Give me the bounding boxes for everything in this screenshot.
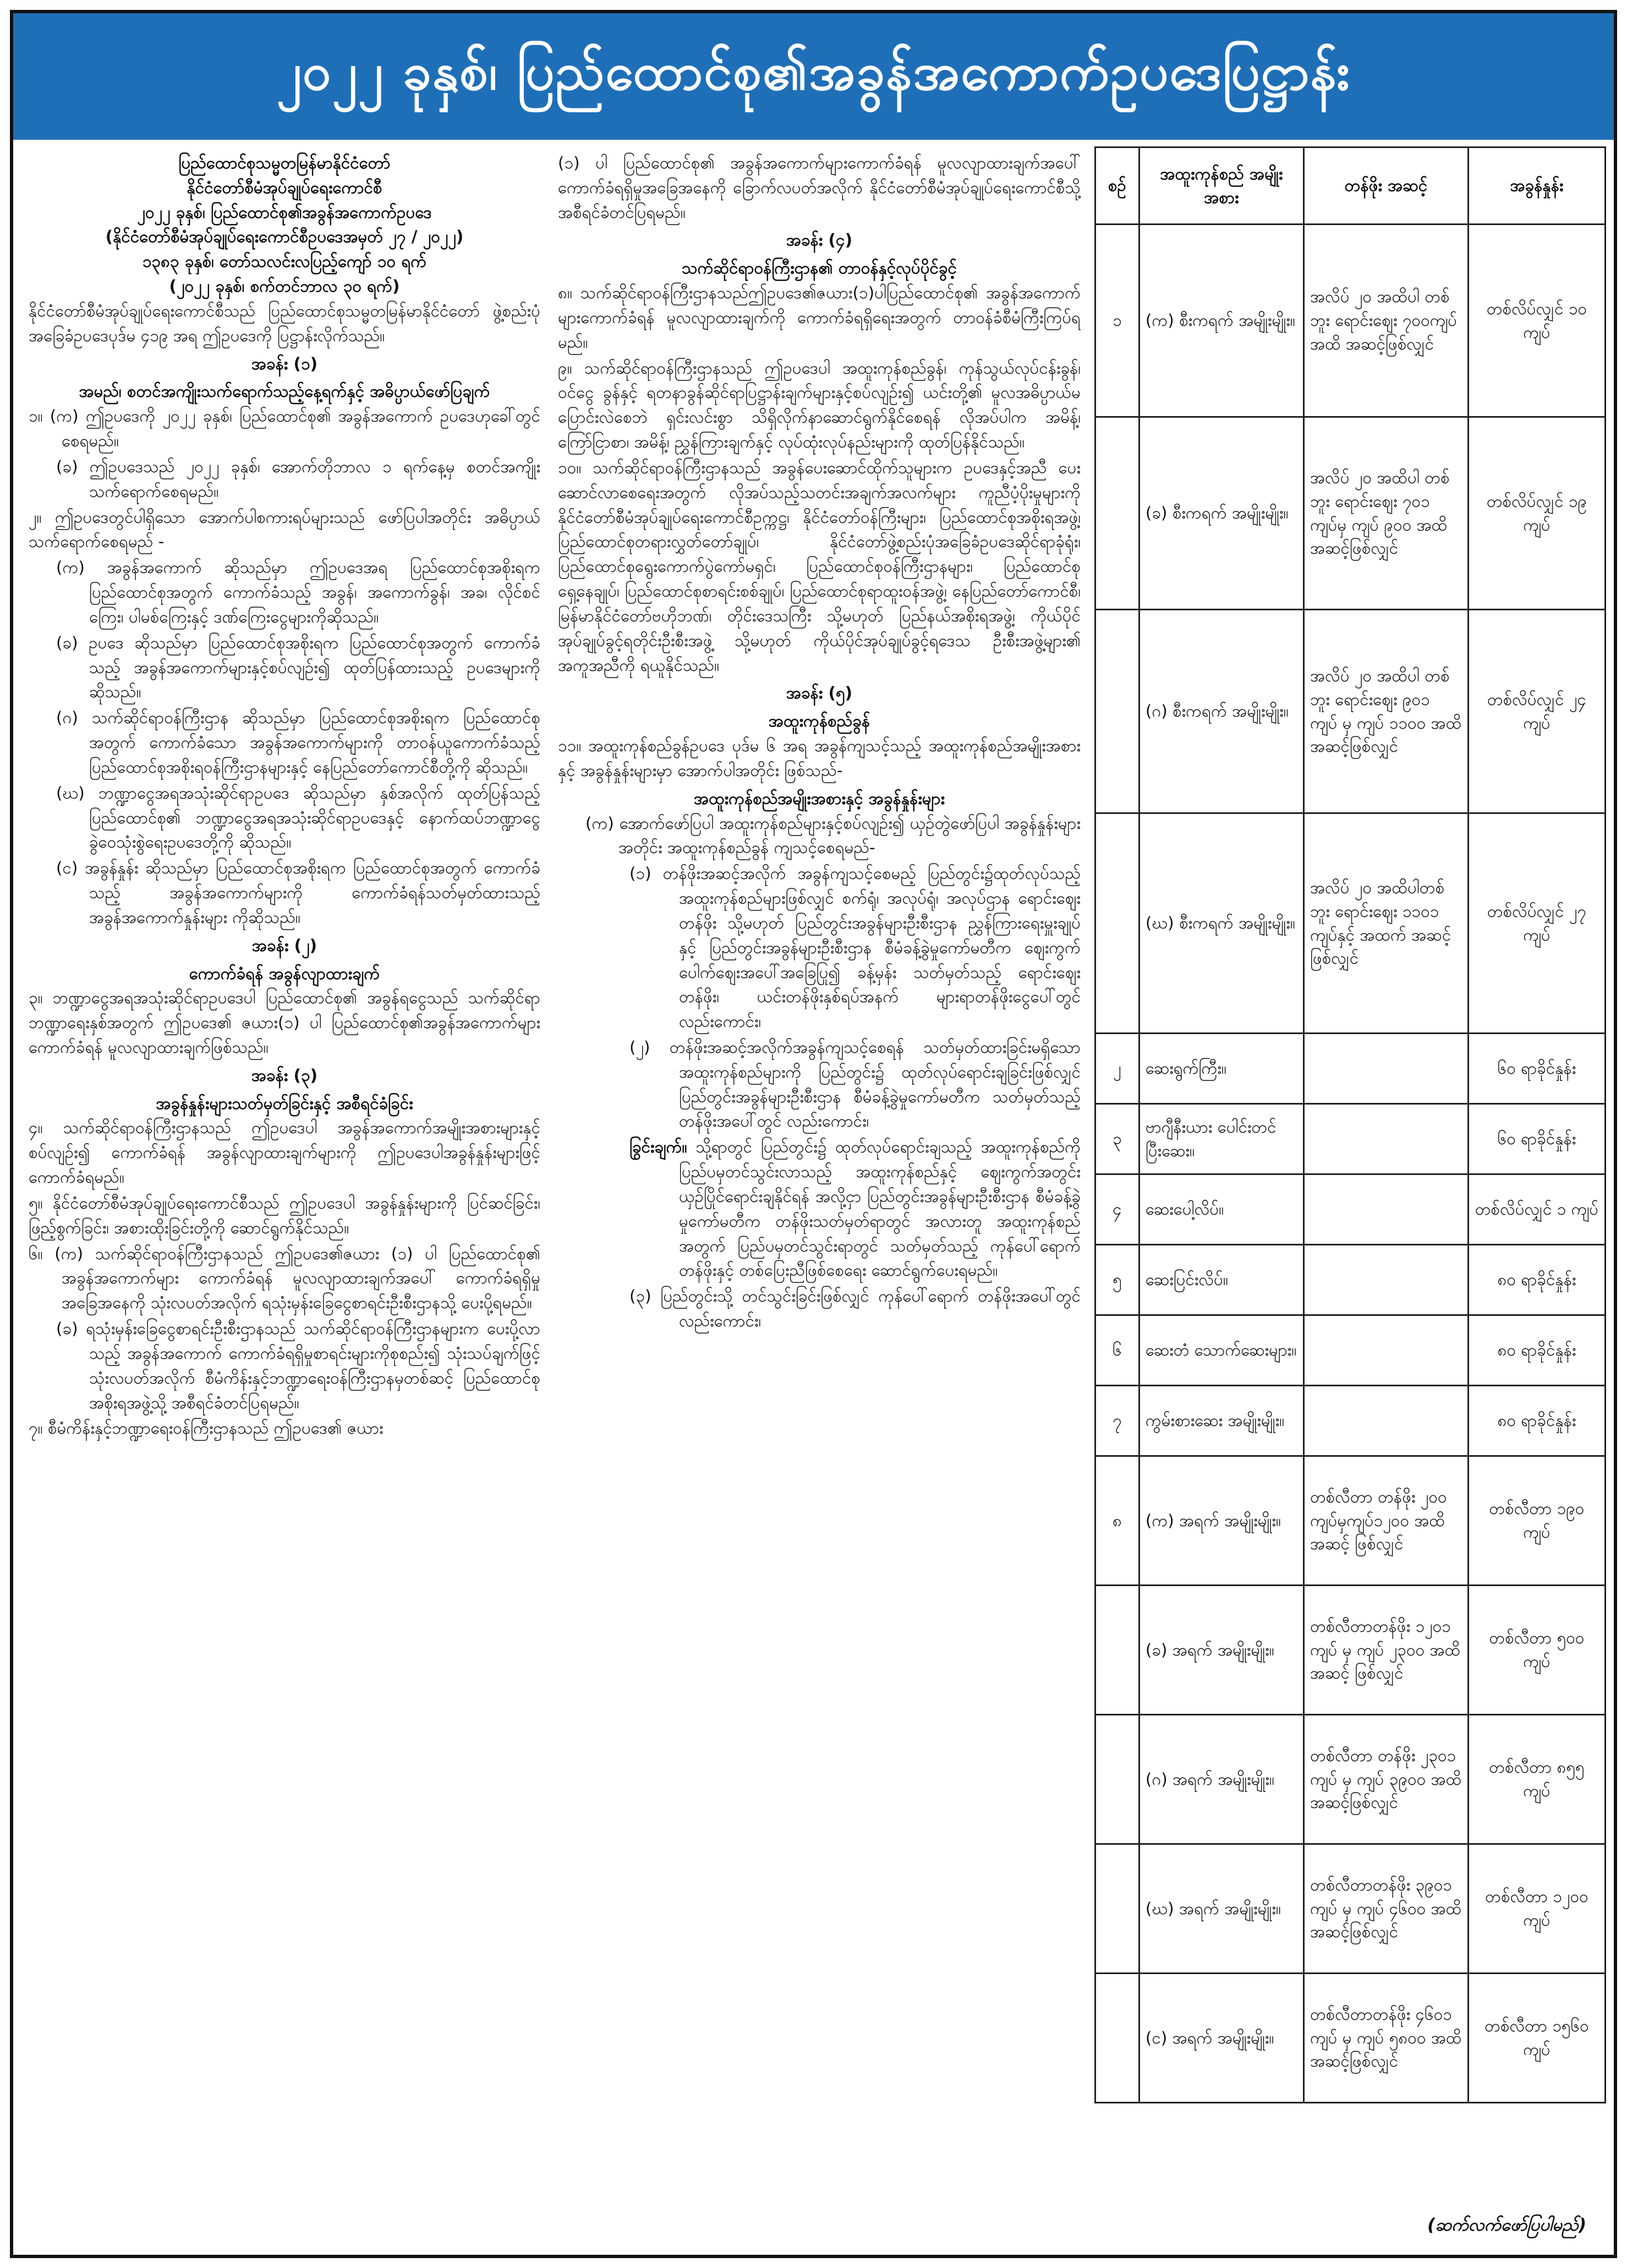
cell-rate: ၈၀ ရာခိုင်နှုန်း (1468, 1245, 1605, 1315)
cell-type: (ဂ) စီးကရက် အမျိုးမျိုး။ (1139, 610, 1303, 813)
law-header-line: (၂၀၂၂ ခုနှစ်၊ စက်တင်ဘာလ ၃၀ ရက်) (169, 277, 400, 296)
cell-rate: ၈၀ ရာခိုင်နှုန်း (1468, 1315, 1605, 1386)
newspaper-page (10, 10, 1617, 2258)
definition: (င) အခွန်နှုန်း ဆိုသည်မှာ ပြည်ထောင်စုအစိုးရက ပြည်ထောင်စုအတွက် ကောက်ခံသည့် အခွန်အကောက်များကို ကောက်ခံရန်သတ်မှတ်ထားသည့်အခွန်အကောက်နှုန်းများ ကိုဆိုသည်။ (56, 859, 540, 927)
cell-no (1095, 1715, 1140, 1844)
table-row (1095, 1844, 1606, 1974)
cell-rate: တစ်လီတာ ၈၅၅ ကျပ် (1468, 1715, 1605, 1844)
cell-no: ၃ (1095, 1104, 1140, 1174)
paragraph: ၉။ သက်ဆိုင်ရာဝန်ကြီးဌာနသည် ဤဥပဒေပါ အထူးကုန်စည်ခွန်၊ ကုန်သွယ်လုပ်ငန်းခွန်၊ ဝင်ငွေ ခွန်နှင့် ရတနာခွန်ဆိုင်ရာပြဋ္ဌာန်းချက်များနှင့်စပ်လျဉ်း၍ ယင်းတို့၏ မူလအဓိပ္ပာယ်မပြောင်းလဲစေဘဲ ရှင်းလင်းစွာ သိရှိလိုက်နာဆောင်ရွက်နိုင်စေရန် လိုအပ်ပါက အမိန့်၊ ကြော်ငြာစာ၊ အမိန့်၊ ညွှန်ကြားချက်နှင့် လုပ်ထုံးလုပ်နည်းများကို ထုတ်ပြန်နိုင်သည်။ (558, 358, 1081, 452)
cell-type: (ဂ) အရက် အမျိုးမျိုး။ (1139, 1715, 1303, 1844)
intro-paragraph: နိုင်ငံတော်စီမံအုပ်ချုပ်ရေးကောင်စီသည် ပြည်ထောင်စုသမ္မတမြန်မာနိုင်ငံတော် ဖွဲ့စည်းပုံအခြေခံဥပဒေပုဒ်မ ၄၁၉ အရ ဤဥပဒေကို ပြဋ္ဌာန်းလိုက်သည်။ (29, 301, 540, 345)
cell-rate: တစ်လီတာ ၅၀၀ ကျပ် (1468, 1586, 1605, 1715)
cell-value: တစ်လီတာတန်ဖိုး ၃၉၀၁ ကျပ် မှ ကျပ် ၄၆၀၀ အထိ အဆင့်ဖြစ်လျှင် (1303, 1844, 1468, 1974)
table-row (1095, 1586, 1606, 1715)
cell-value: အလိပ် ၂၀ အထိပါ တစ်ဘူး ရောင်းဈေး ၇၀၁ ကျပ်မှ ကျပ် ၉၀၀ အထိ အဆင့်ဖြစ်လျှင် (1303, 417, 1468, 610)
table-row (1095, 1174, 1606, 1245)
paragraph: ၄။ သက်ဆိုင်ရာဝန်ကြီးဌာနသည် ဤဥပဒေပါ အခွန်အကောက်အမျိုးအစားများနှင့်စပ်လျဉ်း၍ ကောက်ခံရန် အခွန်လျာထားချက်များကို ဤဥပဒေပါအခွန်နှုန်းများဖြင့် ကောက်ခံရမည်။ (29, 1118, 540, 1187)
cell-type: (ခ) စီးကရက် အမျိုးမျိုး။ (1139, 417, 1303, 610)
chapter-title: အခန်း (၅) (786, 684, 853, 703)
law-header-line: ပြည်ထောင်စုသမ္မတမြန်မာနိုင်ငံတော် (178, 154, 391, 172)
cell-rate: တစ်လိပ်လျှင် ၂၇ ကျပ် (1468, 813, 1605, 1034)
cell-type: (င) အရက် အမျိုးမျိုး။ (1139, 1974, 1303, 2103)
cell-type: ဆေးပြင်းလိပ်။ (1139, 1245, 1303, 1315)
cell-rate: တစ်လိပ်လျှင် ၁ ကျပ် (1468, 1174, 1605, 1245)
paragraph: (ခ) ဤဥပဒေသည် ၂၀၂၂ ခုနှစ်၊ အောက်တိုဘာလ ၁ ရက်နေ့မှ စတင်အကျိုးသက်ရောက်စေရမည်။ (56, 457, 540, 501)
cell-type: (ခ) အရက် အမျိုးမျိုး။ (1139, 1586, 1303, 1715)
table-row (1095, 1315, 1606, 1386)
cell-rate: တစ်လိပ်လျှင် ၂၄ ကျပ် (1468, 610, 1605, 813)
cell-value: အလိပ် ၂၀ အထိပါ တစ်ဘူး ရောင်းဈေး ၇၀၀ကျပ် အထိ အဆင့်ဖြစ်လျှင် (1303, 225, 1468, 417)
paragraph: ၂။ ဤဥပဒေတွင်ပါရှိသော အောက်ပါစကားရပ်များသည် ဖော်ပြပါအတိုင်း အဓိပ္ပာယ် သက်ရောက်စေရမည် - (29, 507, 540, 551)
cell-value: တစ်လီတာတန်ဖိုး ၁၂၀၁ ကျပ် မှ ကျပ် ၂၃၀၀ အထိ အဆင့် ဖြစ်လျှင် (1303, 1586, 1468, 1715)
paragraph: (၂) တန်ဖိုးအဆင့်အလိုက်အခွန်ကျသင့်စေရန် သတ်မှတ်ထားခြင်းမရှိသော အထူးကုန်စည်များကို ပြည်တွင်း၌ ထုတ်လုပ်ရောင်းချခြင်းဖြစ်လျှင် ပြည်တွင်းအခွန်များဦးစီးဌာန စီမံခန့်ခွဲမှုကော်မတီက သတ်မှတ်သည့် တန်ဖိုးအပေါ်တွင် လည်းကောင်း၊ (629, 1037, 1081, 1131)
cell-type: ဆေးပေါ့လိပ်။ (1139, 1174, 1303, 1245)
paragraph: ၃။ ဘဏ္ဍာငွေအရအသုံးဆိုင်ရာဥပဒေပါ ပြည်ထောင်စု၏ အခွန်ရငွေသည် သက်ဆိုင်ရာ ဘဏ္ဍာရေးနှစ်အတွက် ဤဥပဒေ၏ ဇယား(၁) ပါ ပြည်ထောင်စု၏အခွန်အကောက်များ ကောက်ခံရန် မူလလျာထားချက်ဖြစ်သည်။ (29, 988, 540, 1057)
exception-paragraph (558, 1135, 1081, 1283)
chapter-subtitle: အခွန်နှုန်းများသတ်မှတ်ခြင်းနှင့် အစီရင်ခံခြင်း (156, 1094, 413, 1113)
paragraph: (၃) ပြည်တွင်းသို့ တင်သွင်းခြင်းဖြစ်လျှင် ကုန်ပေါ်ရောက် တန်ဖိုးအပေါ်တွင် လည်းကောင်း၊ (629, 1287, 1081, 1331)
cell-rate: ၈၀ ရာခိုင်နှုန်း (1468, 1386, 1605, 1456)
chapter-title: အခန်း (၁) (251, 354, 318, 373)
law-header-line: ၁၃၈၃ ခုနှစ်၊ တော်သလင်းလပြည့်ကျော် ၁၀ ရက် (142, 252, 427, 271)
section-heading: အထူးကုန်စည်အမျိုးအစားနှင့် အခွန်နှုန်းများ (694, 789, 945, 808)
tax-rate-table-wrapper (1094, 146, 1606, 2103)
cell-value (1303, 1315, 1468, 1386)
cell-value: တစ်လီတာ တန်ဖိုး ၂၃၀၁ ကျပ် မှ ကျပ် ၃၉၀၀ အထိ အဆင့်ဖြစ်လျှင် (1303, 1715, 1468, 1844)
paragraph: ၈။ သက်ဆိုင်ရာဝန်ကြီးဌာနသည်ဤဥပဒေ၏ဇယား(၁)ပါပြည်ထောင်စု၏ အခွန်အကောက်များကောက်ခံရန် မူလလျာထားချက်ကို ကောက်ခံရရှိရေးအတွက် တာဝန်ခံစီမံကြီးကြပ်ရမည်။ (558, 283, 1081, 352)
cell-rate: တစ်လိပ်လျှင် ၁၉ ကျပ် (1468, 417, 1605, 610)
title-banner (13, 13, 1614, 140)
cell-rate: တစ်လီတာ ၁၅၆၀ ကျပ် (1468, 1974, 1605, 2103)
cell-value: အလိပ် ၂၀ အထိပါ တစ်ဘူး ရောင်းဈေး ၉၀၁ ကျပ် မှ ကျပ် ၁၁၀၀ အထိ အဆင့်ဖြစ်လျှင် (1303, 610, 1468, 813)
table-row (1095, 1974, 1606, 2103)
cell-value (1303, 1245, 1468, 1315)
chapter-subtitle: အထူးကုန်စည်ခွန် (768, 712, 870, 731)
paragraph: ၁။ (က) ဤဥပဒေကို ၂၀၂၂ ခုနှစ်၊ ပြည်ထောင်စု၏ အခွန်အကောက် ဥပဒေဟုခေါ်တွင်စေရမည်။ (29, 407, 540, 451)
definition: (က) အခွန်အကောက် ဆိုသည်မှာ ဤဥပဒေအရ ပြည်ထောင်စုအစိုးရက ပြည်ထောင်စုအတွက် ကောက်ခံသည့် အခွန်၊ အကောက်ခွန်၊ အခ၊ လိုင်စင်ကြေး၊ ပါမစ်ကြေးနှင့် ဒဏ်ကြေးငွေများကိုဆိုသည်။ (56, 558, 540, 626)
cell-no (1095, 610, 1140, 813)
definition: (ဂ) သက်ဆိုင်ရာဝန်ကြီးဌာန ဆိုသည်မှာ ပြည်ထောင်စုအစိုးရက ပြည်ထောင်စုအတွက် ကောက်ခံသော အခွန်အကောက်များကို တာဝန်ယူကောက်ခံသည့်ပြည်ထောင်စုအစိုးရဝန်ကြီးဌာနများနှင့် နေပြည်တော်ကောင်စီတို့ကို ဆိုသည်။ (56, 708, 540, 777)
law-header-line: နိုင်ငံတော်စီမံအုပ်ချုပ်ရေးကောင်စီ (187, 178, 382, 197)
chapter-subtitle: ကောက်ခံရန် အခွန်လျာထားချက် (189, 964, 380, 983)
chapter-title: အခန်း (၂) (251, 936, 317, 955)
law-header-line: ၂၀၂၂ ခုနှစ်၊ ပြည်ထောင်စု၏အခွန်အကောက်ဥပဒေ (137, 203, 432, 222)
cell-no: ၄ (1095, 1174, 1140, 1245)
cell-no: ၇ (1095, 1386, 1140, 1456)
paragraph: ၁၁။ အထူးကုန်စည်ခွန်ဥပဒေ ပုဒ်မ ၆ အရ အခွန်ကျသင့်သည့် အထူးကုန်စည်အမျိုးအစားနှင့် အခွန်နှုန်းများမှာ အောက်ပါအတိုင်း ဖြစ်သည်- (558, 736, 1081, 780)
cell-type: (ဃ) စီးကရက် အမျိုးမျိုး။ (1139, 813, 1303, 1034)
cell-no (1095, 1586, 1140, 1715)
table-row (1095, 1104, 1606, 1174)
cell-type: ဆေးရွက်ကြီး။ (1139, 1034, 1303, 1104)
cell-type: (က) စီးကရက် အမျိုးမျိုး။ (1139, 225, 1303, 417)
header-value: တန်ဖိုး အဆင့် (1303, 147, 1468, 225)
paragraph: (က) အောက်ဖော်ပြပါ အထူးကုန်စည်များနှင့်စပ်လျဉ်း၍ ယှဉ်တွဲဖော်ပြပါ အခွန်နှုန်းများအတိုင်း အထူးကုန်စည်ခွန် ကျသင့်စေရမည်- (585, 813, 1081, 857)
table-row (1095, 1386, 1606, 1456)
chapter-subtitle: သက်ဆိုင်ရာဝန်ကြီးဌာန၏ တာဝန်နှင့်လုပ်ပိုင်ခွင့် (682, 259, 957, 278)
table-row (1095, 1715, 1606, 1844)
cell-value (1303, 1104, 1468, 1174)
chapter-subtitle: အမည်၊ စတင်အကျိုးသက်ရောက်သည့်နေ့ရက်နှင့် အဓိပ္ပာယ်ဖော်ပြချက် (79, 382, 490, 401)
cell-value (1303, 1034, 1468, 1104)
exception-label: ခြွင်းချက်။ (629, 1138, 687, 1157)
continued-note: (ဆက်လက်ဖော်ပြပါမည်) (1427, 2215, 1586, 2235)
cell-rate: တစ်လီတာ ၁၂၀၀ ကျပ် (1468, 1844, 1605, 1974)
definition: (ဃ) ဘဏ္ဍာငွေအရအသုံးဆိုင်ရာဥပဒေ ဆိုသည်မှာ နှစ်အလိုက် ထုတ်ပြန်သည့် ပြည်ထောင်စု၏ ဘဏ္ဍာငွေအရအသုံးဆိုင်ရာဥပဒေနှင့် နောက်ထပ်ဘဏ္ဍာငွေခွဲဝေသုံးစွဲရေးဥပဒေတို့ကို ဆိုသည်။ (56, 783, 540, 852)
paragraph: (၁) တန်ဖိုးအဆင့်အလိုက် အခွန်ကျသင့်စေမည့် ပြည်တွင်း၌ထုတ်လုပ်သည့် အထူးကုန်စည်များဖြစ်လျှင် စက်ရုံ၊ အလုပ်ရုံ၊ အလုပ်ဌာန ရောင်းဈေးတန်ဖိုး သို့မဟုတ် ပြည်တွင်းအခွန်များဦးစီးဌာန ညွှန်ကြားရေးမှူးချုပ်နှင့် ပြည်တွင်းအခွန်များဦးစီးဌာန စီမံခန့်ခွဲမှုကော်မတီက ဈေးကွက်ပေါက်ဈေးအပေါ်အခြေပြု၍ ခန့်မှန်း သတ်မှတ်သည့် ရောင်းဈေးတန်ဖိုး၊ ယင်းတန်ဖိုးနှစ်ရပ်အနက် များရာတန်ဖိုးငွေပေါ်တွင် လည်းကောင်း၊ (629, 864, 1081, 1031)
cell-value (1303, 1174, 1468, 1245)
text-column-2 (558, 151, 1081, 2231)
table-header-row (1095, 147, 1606, 225)
table-row (1095, 225, 1606, 417)
header-rate: အခွန်နှုန်း (1468, 147, 1605, 225)
cell-type: (က) အရက် အမျိုးမျိုး။ (1139, 1456, 1303, 1586)
cell-value: အလိပ် ၂၀ အထိပါတစ်ဘူး ရောင်းဈေး ၁၁၀၁ ကျပ်နှင့် အထက် အဆင့်ဖြစ်လျှင် (1303, 813, 1468, 1034)
table-row (1095, 610, 1606, 813)
cell-no (1095, 1844, 1140, 1974)
cell-rate: တစ်လိပ်လျှင် ၁၀ ကျပ် (1468, 225, 1605, 417)
table-row (1095, 1034, 1606, 1104)
paragraph: ၆။ (က) သက်ဆိုင်ရာဝန်ကြီးဌာနသည် ဤဥပဒေ၏ဇယား (၁) ပါ ပြည်ထောင်စု၏ အခွန်အကောက်များ ကောက်ခံရန် မူလလျာထားချက်အပေါ် ကောက်ခံရရှိမှုအခြေအနေကို သုံးလပတ်အလိုက် ရသုံးမှန်းခြေငွေစာရင်းဦးစီးဌာနသို့ ပေးပို့ရမည်။ (29, 1244, 540, 1313)
header-no: စဉ် (1095, 147, 1140, 225)
paragraph: ၅။ နိုင်ငံတော်စီမံအုပ်ချုပ်ရေးကောင်စီသည် ဤဥပဒေပါ အခွန်နှုန်းများကို ပြင်ဆင်ခြင်း၊ ဖြည့်စွက်ခြင်း၊ အစားထိုးခြင်းတို့ကို ဆောင်ရွက်နိုင်သည်။ (29, 1193, 540, 1237)
cell-no (1095, 813, 1140, 1034)
law-header-line: (နိုင်ငံတော်စီမံအုပ်ချုပ်ရေးကောင်စီဥပဒေအမှတ် ၂၇ / ၂၀၂၂) (105, 227, 464, 247)
paragraph: ၇။ စီမံကိန်းနှင့်ဘဏ္ဍာရေးဝန်ကြီးဌာနသည် ဤဥပဒေ၏ ဇယား (29, 1419, 384, 1438)
cell-no: ၅ (1095, 1245, 1140, 1315)
cell-no: ၆ (1095, 1315, 1140, 1386)
cell-rate: ၆၀ ရာခိုင်နှုန်း (1468, 1104, 1605, 1174)
text-column-1 (29, 151, 540, 2231)
paragraph: ၁၀။ သက်ဆိုင်ရာဝန်ကြီးဌာနသည် အခွန်ပေးဆောင်ထိုက်သူများက ဥပဒေနှင့်အညီ ပေးဆောင်လာစေရေးအတွက် လိုအပ်သည့်သတင်းအချက်အလက်များ ကူညီပံ့ပိုးမှုများကို နိုင်ငံတော်စီမံအုပ်ချုပ်ရေးကောင်စီဥက္ကဋ္ဌ၊ နိုင်ငံတော်ဝန်ကြီးများ၊ ပြည်ထောင်စုအစိုးရအဖွဲ့၊ ပြည်ထောင်စုတရားလွှတ်တော်ချုပ်၊ နိုင်ငံတော်ဖွဲ့စည်းပုံအခြေခံဥပဒေဆိုင်ရာခုံရုံး၊ ပြည်ထောင်စုရွေးကောက်ပွဲကော်မရှင်၊ ပြည်ထောင်စုဝန်ကြီးဌာနများ၊ ပြည်ထောင်စုရှေ့နေချုပ်၊ ပြည်ထောင်စုစာရင်းစစ်ချုပ်၊ ပြည်ထောင်စုရာထူးဝန်အဖွဲ့၊ နေပြည်တော်ကောင်စီ၊ မြန်မာနိုင်ငံတော်ဗဟိုဘဏ်၊ တိုင်းဒေသကြီး သို့မဟုတ် ပြည်နယ်အစိုးရအဖွဲ့၊ ကိုယ်ပိုင်အုပ်ချုပ်ခွင့်ရတိုင်းဦးစီးအဖွဲ့ သို့မဟုတ် ကိုယ်ပိုင်အုပ်ချုပ်ခွင့်ရဒေသ ဦးစီးအဖွဲ့များ၏ အကူအညီကို ရယူနိုင်သည်။ (558, 458, 1081, 675)
chapter-title: အခန်း (၄) (786, 231, 853, 250)
header-type: အထူးကုန်စည် အမျိုးအစား (1139, 147, 1303, 225)
table-row (1095, 813, 1606, 1034)
cell-rate: တစ်လီတာ ၁၉၀ ကျပ် (1468, 1456, 1605, 1586)
cell-no: ၂ (1095, 1034, 1140, 1104)
table-row (1095, 417, 1606, 610)
paragraph: (၁) ပါ ပြည်ထောင်စု၏ အခွန်အကောက်များကောက်ခံရန် မူလလျာထားချက်အပေါ် ကောက်ခံရရှိမှုအခြေအနေကို ခြောက်လပတ်အလိုက် နိုင်ငံတော်စီမံအုပ်ချုပ်ရေးကောင်စီသို့ အစီရင်ခံတင်ပြရမည်။ (558, 154, 1081, 222)
cell-type: ဆေးတံ သောက်ဆေးများ။ (1139, 1315, 1303, 1386)
table-row (1095, 1245, 1606, 1315)
cell-no (1095, 1974, 1140, 2103)
page-title: ၂၀၂၂ ခုနှစ်၊ ပြည်ထောင်စု၏အခွန်အကောက်ဥပဒေပြဋ္ဌာန်း (276, 42, 1351, 101)
exception-text: သို့ရာတွင် ပြည်တွင်း၌ ထုတ်လုပ်ရောင်းချသည့် အထူးကုန်စည်ကို ပြည်ပမှတင်သွင်းလာသည့် အထူးကုန်စည်နှင့် ဈေးကွက်အတွင်း ယှဉ်ပြိုင်ရောင်းချနိုင်ရန် အလို့ငှာ ပြည်တွင်းအခွန်များဦးစီးဌာန စီမံခန့်ခွဲမှုကော်မတီက တန်ဖိုးသတ်မှတ်ရာတွင် အလားတူ အထူးကုန်စည် အတွက် ပြည်ပမှတင်သွင်းရာတွင် သတ်မှတ်သည့် ကုန်ပေါ်ရောက် တန်ဖိုးနှင့် တစ်ပြေးညီဖြစ်စေရေး ဆောင်ရွက်ပေးရမည်။ (679, 1138, 1081, 1280)
chapter-title: အခန်း (၃) (251, 1065, 318, 1085)
paragraph: (ခ) ရသုံးမှန်းခြေငွေစာရင်းဦးစီးဌာနသည် သက်ဆိုင်ရာဝန်ကြီးဌာနများက ပေးပို့လာသည့် အခွန်အကောက် ကောက်ခံရရှိမှုစာရင်းများကိုစုစည်း၍ သုံးသပ်ချက်ဖြင့် သုံးလပတ်အလိုက် စီမံကိန်းနှင့်ဘဏ္ဍာရေးဝန်ကြီးဌာနမှတစ်ဆင့် ပြည်ထောင်စုအစိုးရအဖွဲ့သို့ အစီရင်ခံတင်ပြရမည်။ (56, 1319, 540, 1412)
cell-value: တစ်လီတာတန်ဖိုး ၄၆၀၁ ကျပ် မှ ကျပ် ၅၈၀၀ အထိ အဆင့်ဖြစ်လျှင် (1303, 1974, 1468, 2103)
table-row (1095, 1456, 1606, 1586)
cell-no (1095, 417, 1140, 610)
cell-type: (ဃ) အရက် အမျိုးမျိုး။ (1139, 1844, 1303, 1974)
cell-type: ဗာဂျီနီးယား ပေါင်းတင်ပြီးဆေး။ (1139, 1104, 1303, 1174)
tax-rate-table (1094, 146, 1606, 2103)
cell-value: တစ်လီတာ တန်ဖိုး ၂၀၀ ကျပ်မှကျပ်၁၂၀၀ အထိ အဆင့် ဖြစ်လျှင် (1303, 1456, 1468, 1586)
definition: (ခ) ဥပဒေ ဆိုသည်မှာ ပြည်ထောင်စုအစိုးရက ပြည်ထောင်စုအတွက် ကောက်ခံသည့် အခွန်အကောက်များနှင့်စပ်လျဉ်း၍ ထုတ်ပြန်ထားသည့် ဥပဒေများကိုဆိုသည်။ (56, 633, 540, 702)
cell-no: ၈ (1095, 1456, 1140, 1586)
cell-value (1303, 1386, 1468, 1456)
cell-no: ၁ (1095, 225, 1140, 417)
cell-type: ကွမ်းစားဆေး အမျိုးမျိုး။ (1139, 1386, 1303, 1456)
cell-rate: ၆၀ ရာခိုင်နှုန်း (1468, 1034, 1605, 1104)
